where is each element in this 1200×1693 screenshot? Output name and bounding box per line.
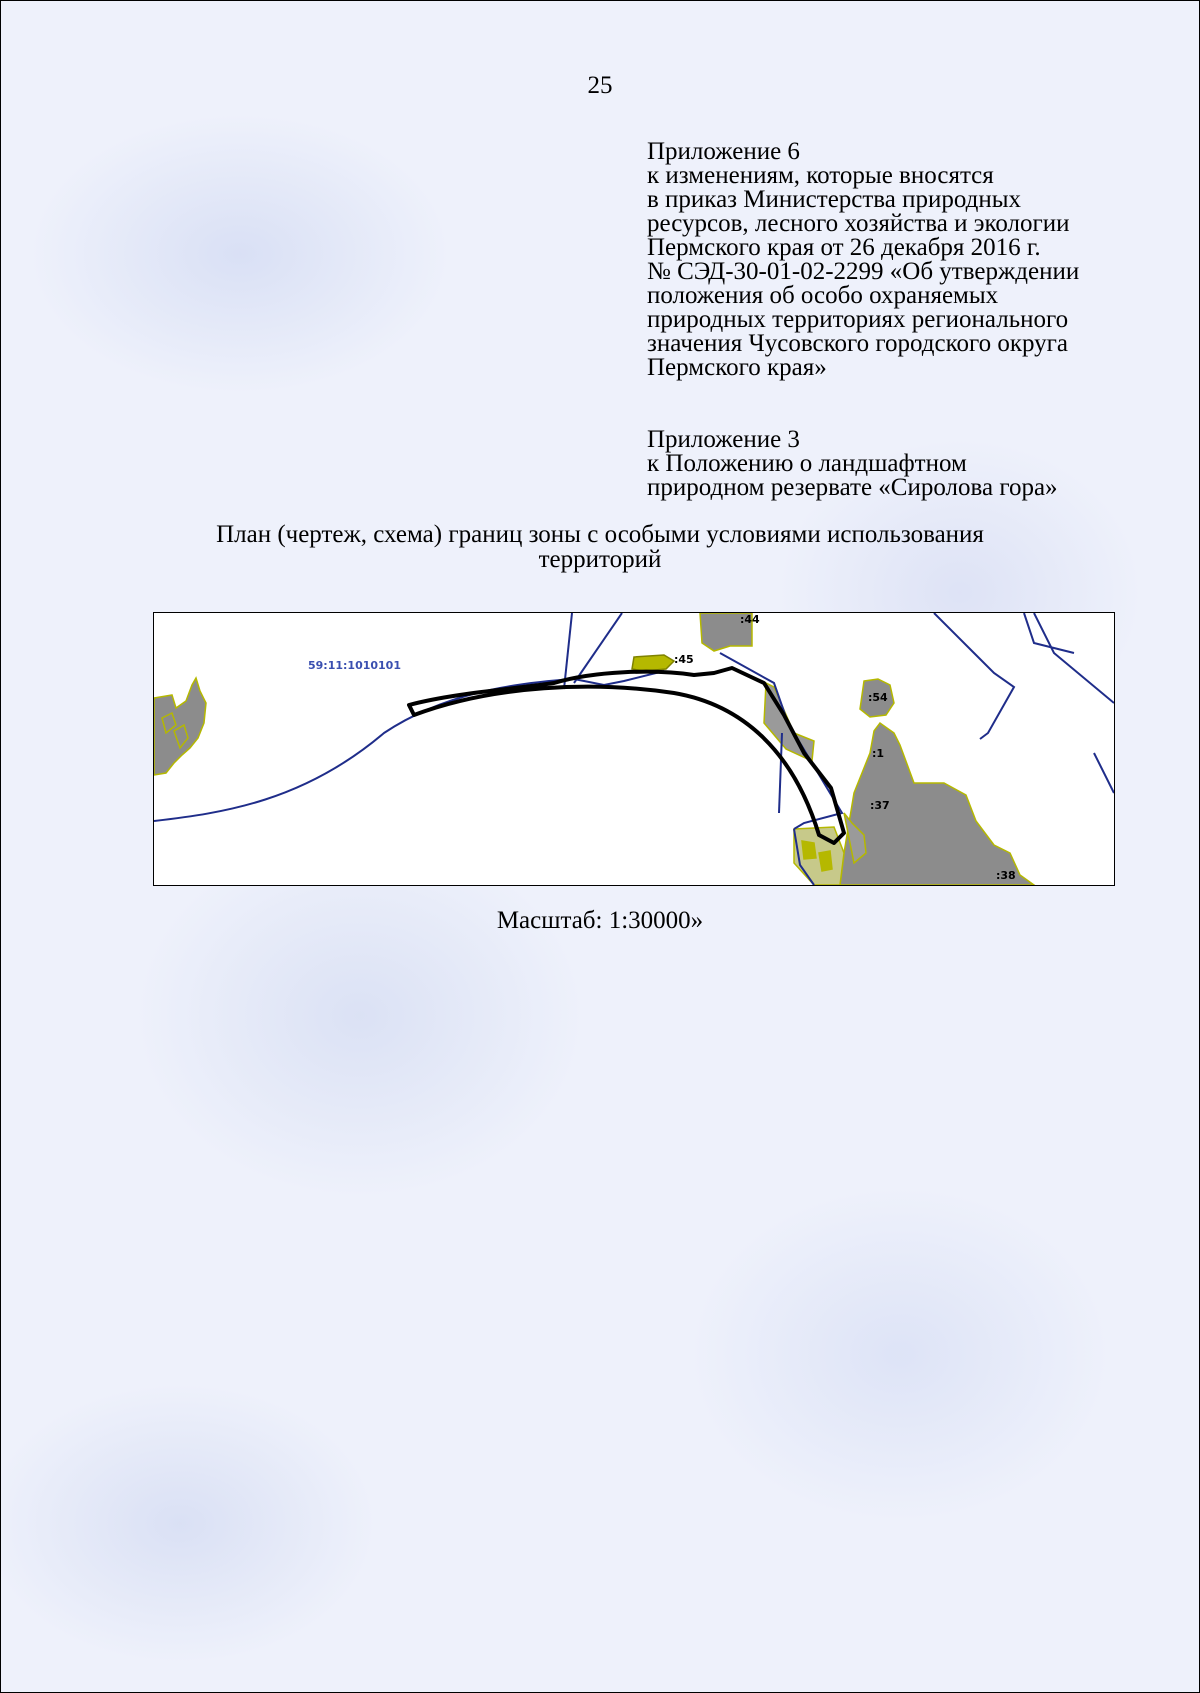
parcel-cluster-west <box>154 678 206 775</box>
plan-title-line: территорий <box>538 546 662 573</box>
annex-6-line: в приказ Министерства природных <box>647 186 1022 213</box>
page-number: 25 <box>587 72 613 99</box>
annex-3-line: к Положению о ландшафтном <box>647 450 967 477</box>
annex-6-line: ресурсов, лесного хозяйства и экологии <box>647 210 1070 237</box>
map-scale: Масштаб: 1:30000» <box>496 907 704 934</box>
parcel-label: :54 <box>868 691 888 704</box>
annex-6-line: к изменениям, которые вносятся <box>647 162 994 189</box>
annex-3-header <box>647 428 1058 500</box>
annex-6-line: значения Чусовского городского округа <box>647 330 1069 357</box>
parcel-label: :1 <box>872 747 885 760</box>
annex-3-line: Приложение 3 <box>647 426 800 453</box>
annex-6-line: Пермского края» <box>647 354 827 381</box>
parcel-label: :38 <box>996 869 1016 882</box>
annex-3-line: природном резервате «Сиролова гора» <box>647 474 1058 501</box>
parcel-label: :45 <box>674 653 694 666</box>
map-canvas <box>154 613 1114 885</box>
annex-6-header <box>647 140 1079 380</box>
plan-title <box>150 522 1050 572</box>
annex-6-line: Приложение 6 <box>647 138 800 165</box>
parcel-label: :37 <box>870 799 890 812</box>
boundary-map <box>153 612 1115 886</box>
annex-6-line: положения об особо охраняемых <box>647 282 999 309</box>
annex-6-line: Пермского края от 26 декабря 2016 г. <box>647 234 1041 261</box>
parcel-label: :44 <box>740 613 760 626</box>
annex-6-line: природных территориях регионального <box>647 306 1069 333</box>
parcel-cluster-east <box>794 723 1034 885</box>
plan-title-line: План (чертеж, схема) границ зоны с особыми условиями использования <box>216 521 984 548</box>
annex-6-line: № СЭД-30-01-02-2299 «Об утверждении <box>647 258 1080 285</box>
cadastral-quarter-label: 59:11:1010101 <box>308 659 401 672</box>
